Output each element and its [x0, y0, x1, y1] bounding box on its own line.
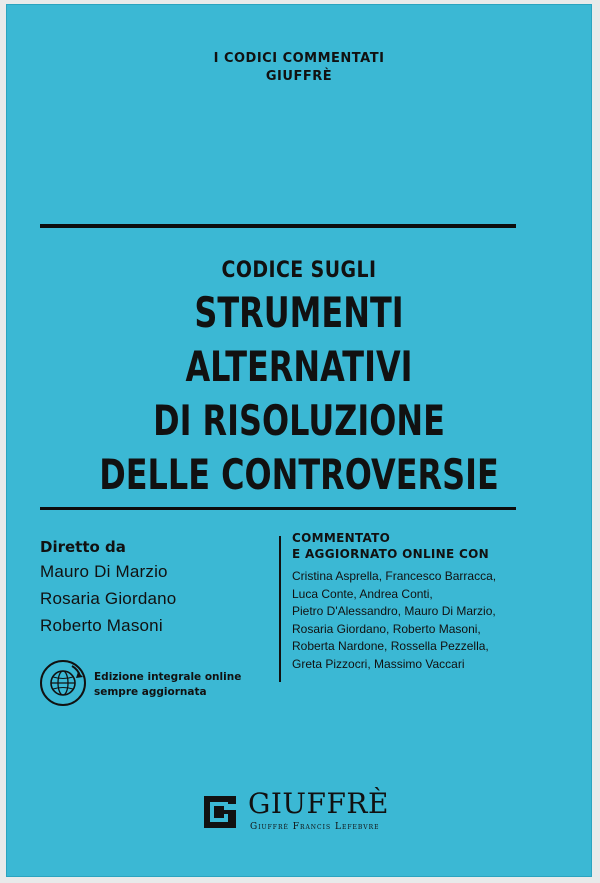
- editor-name: Mauro Di Marzio: [40, 562, 168, 581]
- commentators-line: Greta Pizzocri, Massimo Vaccari: [292, 656, 465, 671]
- series-label: [6, 50, 592, 86]
- online-edition-line-1: Edizione integrale online: [94, 671, 242, 683]
- commentators-line: Cristina Asprella, Francesco Barracca,: [292, 569, 497, 583]
- top-rule: [40, 224, 516, 228]
- giuffre-logo-icon: [200, 792, 240, 832]
- commentary-heading-line-2: E AGGIORNATO ONLINE CON: [292, 547, 489, 561]
- editors-label: Diretto da: [40, 538, 126, 556]
- publisher-subtitle: Giuffrè Francis Lefebvre: [250, 822, 380, 832]
- commentators-line: Pietro D'Alessandro, Mauro Di Marzio,: [292, 604, 496, 618]
- book-cover: [6, 4, 592, 877]
- title-line-2: DI RISOLUZIONE: [153, 396, 445, 445]
- commentators-list: [292, 568, 582, 673]
- commentators-line: Luca Conte, Andrea Conti,: [292, 586, 433, 601]
- title-kicker: CODICE SUGLI: [221, 258, 377, 283]
- title-line-1: STRUMENTI ALTERNATIVI: [185, 288, 413, 391]
- editors-block: [40, 536, 270, 639]
- editor-name: Roberto Masoni: [40, 616, 163, 635]
- commentators-line: Rosaria Giordano, Roberto Masoni,: [292, 621, 481, 636]
- title-line-3: DELLE CONTROVERSIE: [99, 450, 499, 499]
- middle-rule: [40, 507, 516, 510]
- online-edition-line-2: sempre aggiornata: [94, 686, 207, 698]
- commentary-heading-line-1: COMMENTATO: [292, 531, 391, 545]
- editors-list: [40, 558, 270, 639]
- series-line-2: GIUFFRÈ: [265, 69, 333, 84]
- globe-refresh-icon: [40, 660, 86, 706]
- editor-name: Rosaria Giordano: [40, 589, 177, 608]
- commentary-block: [292, 530, 582, 673]
- book-title: [6, 256, 592, 502]
- publisher-name: GIUFFRÈ: [248, 787, 389, 820]
- series-line-1: I CODICI COMMENTATI: [213, 51, 385, 66]
- online-edition-text: [94, 670, 241, 700]
- commentary-heading: [292, 530, 582, 562]
- publisher-logo: [200, 787, 430, 836]
- online-edition-badge: [40, 660, 280, 710]
- commentators-line: Roberta Nardone, Rossella Pezzella,: [292, 639, 489, 653]
